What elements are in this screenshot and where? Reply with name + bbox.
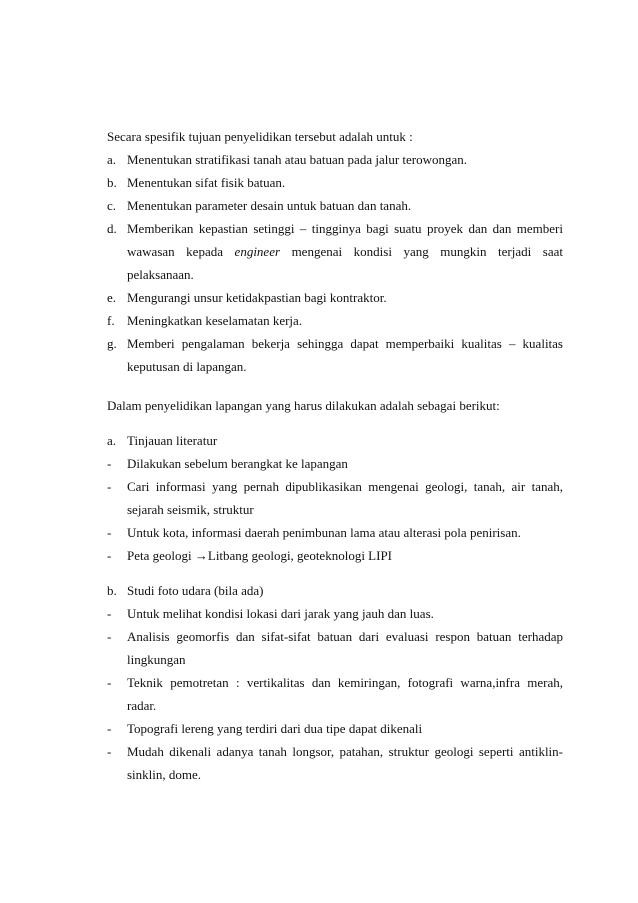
list-marker: d. [107, 221, 117, 236]
list-text-part: mengenai kondisi yang mungkin terjadi saat pelaksanaan. [127, 244, 563, 282]
bullet-text: Peta geologi →Litbang geologi, geoteknologi LIPI [127, 548, 393, 563]
bullet-marker: - [107, 744, 112, 759]
bullet-item [107, 475, 563, 521]
goal-item-b [107, 171, 563, 194]
part-a-section [107, 429, 563, 567]
section-heading: Tinjauan literatur [127, 433, 218, 448]
list-marker: e. [107, 290, 117, 305]
bullet-item [107, 521, 563, 544]
list-marker: a. [107, 433, 117, 448]
bullet-marker: - [107, 479, 112, 494]
goal-item-a [107, 148, 563, 171]
list-text: Menentukan parameter desain untuk batuan dan tanah. [127, 198, 412, 213]
list-text: Menentukan stratifikasi tanah atau batuan pada jalur terowongan. [127, 152, 468, 167]
list-marker: b. [107, 583, 117, 598]
part-b-section [107, 579, 563, 786]
bullet-item [107, 671, 563, 717]
bullet-text: Cari informasi yang pernah dipublikasikan mengenai geologi, tanah, air tanah, sejarah seismik, struktur [127, 479, 563, 517]
bullet-text: Analisis geomorfis dan sifat-sifat batuan dari evaluasi respon batuan terhadap lingkungan [127, 629, 563, 667]
goal-item-c [107, 194, 563, 217]
italic-term: engineer [234, 244, 281, 259]
list-text: Meningkatkan keselamatan kerja. [127, 313, 303, 328]
goals-list [107, 148, 563, 378]
document-page [107, 125, 563, 786]
list-text [127, 217, 563, 286]
bullet-text: Dilakukan sebelum berangkat ke lapangan [127, 456, 348, 471]
bullet-text: Topografi lereng yang terdiri dari dua tipe dapat dikenali [127, 721, 423, 736]
list-marker: f. [107, 313, 115, 328]
part-a-heading [107, 429, 563, 452]
bullet-text: Untuk melihat kondisi lokasi dari jarak yang jauh dan luas. [127, 606, 434, 621]
list-text: Menentukan sifat fisik batuan. [127, 175, 286, 190]
goal-item-g [107, 332, 563, 378]
bullet-item [107, 544, 563, 567]
list-text: Mengurangi unsur ketidakpastian bagi kontraktor. [127, 290, 387, 305]
list-text: Memberi pengalaman bekerja sehingga dapat memperbaiki kualitas – kualitas keputusan di lapangan. [127, 336, 563, 374]
goal-item-e [107, 286, 563, 309]
bullet-marker: - [107, 606, 112, 621]
bullet-marker: - [107, 525, 112, 540]
bullet-text: Teknik pemotretan : vertikalitas dan kemiringan, fotografi warna,infra merah, radar. [127, 675, 563, 713]
bullet-item [107, 717, 563, 740]
list-marker: c. [107, 198, 117, 213]
bullet-item [107, 625, 563, 671]
bullet-marker: - [107, 548, 112, 563]
list-marker: g. [107, 336, 117, 351]
bullet-marker: - [107, 629, 112, 644]
bullet-item [107, 452, 563, 475]
list-marker: b. [107, 175, 117, 190]
bullet-text: Untuk kota, informasi daerah penimbunan lama atau alterasi pola penirisan. [127, 525, 521, 540]
list-text-part: Memberikan kepastian setinggi – tingginya bagi suatu proyek dan dan memberi wawasan kepada [127, 221, 563, 259]
section-intro-paragraph: Dalam penyelidikan lapangan yang harus dilakukan adalah sebagai berikut: [107, 398, 500, 413]
section-heading: Studi foto udara (bila ada) [127, 583, 264, 598]
bullet-item [107, 740, 563, 786]
bullet-marker: - [107, 456, 112, 471]
intro-paragraph: Secara spesifik tujuan penyelidikan tersebut adalah untuk : [107, 129, 413, 144]
bullet-marker: - [107, 721, 112, 736]
bullet-text: Mudah dikenali adanya tanah longsor, patahan, struktur geologi seperti antiklin-sinklin, dome. [127, 744, 563, 782]
list-marker: a. [107, 152, 117, 167]
goal-item-f [107, 309, 563, 332]
bullet-marker: - [107, 675, 112, 690]
part-b-heading [107, 579, 563, 602]
goal-item-d [107, 217, 563, 286]
bullet-item [107, 602, 563, 625]
